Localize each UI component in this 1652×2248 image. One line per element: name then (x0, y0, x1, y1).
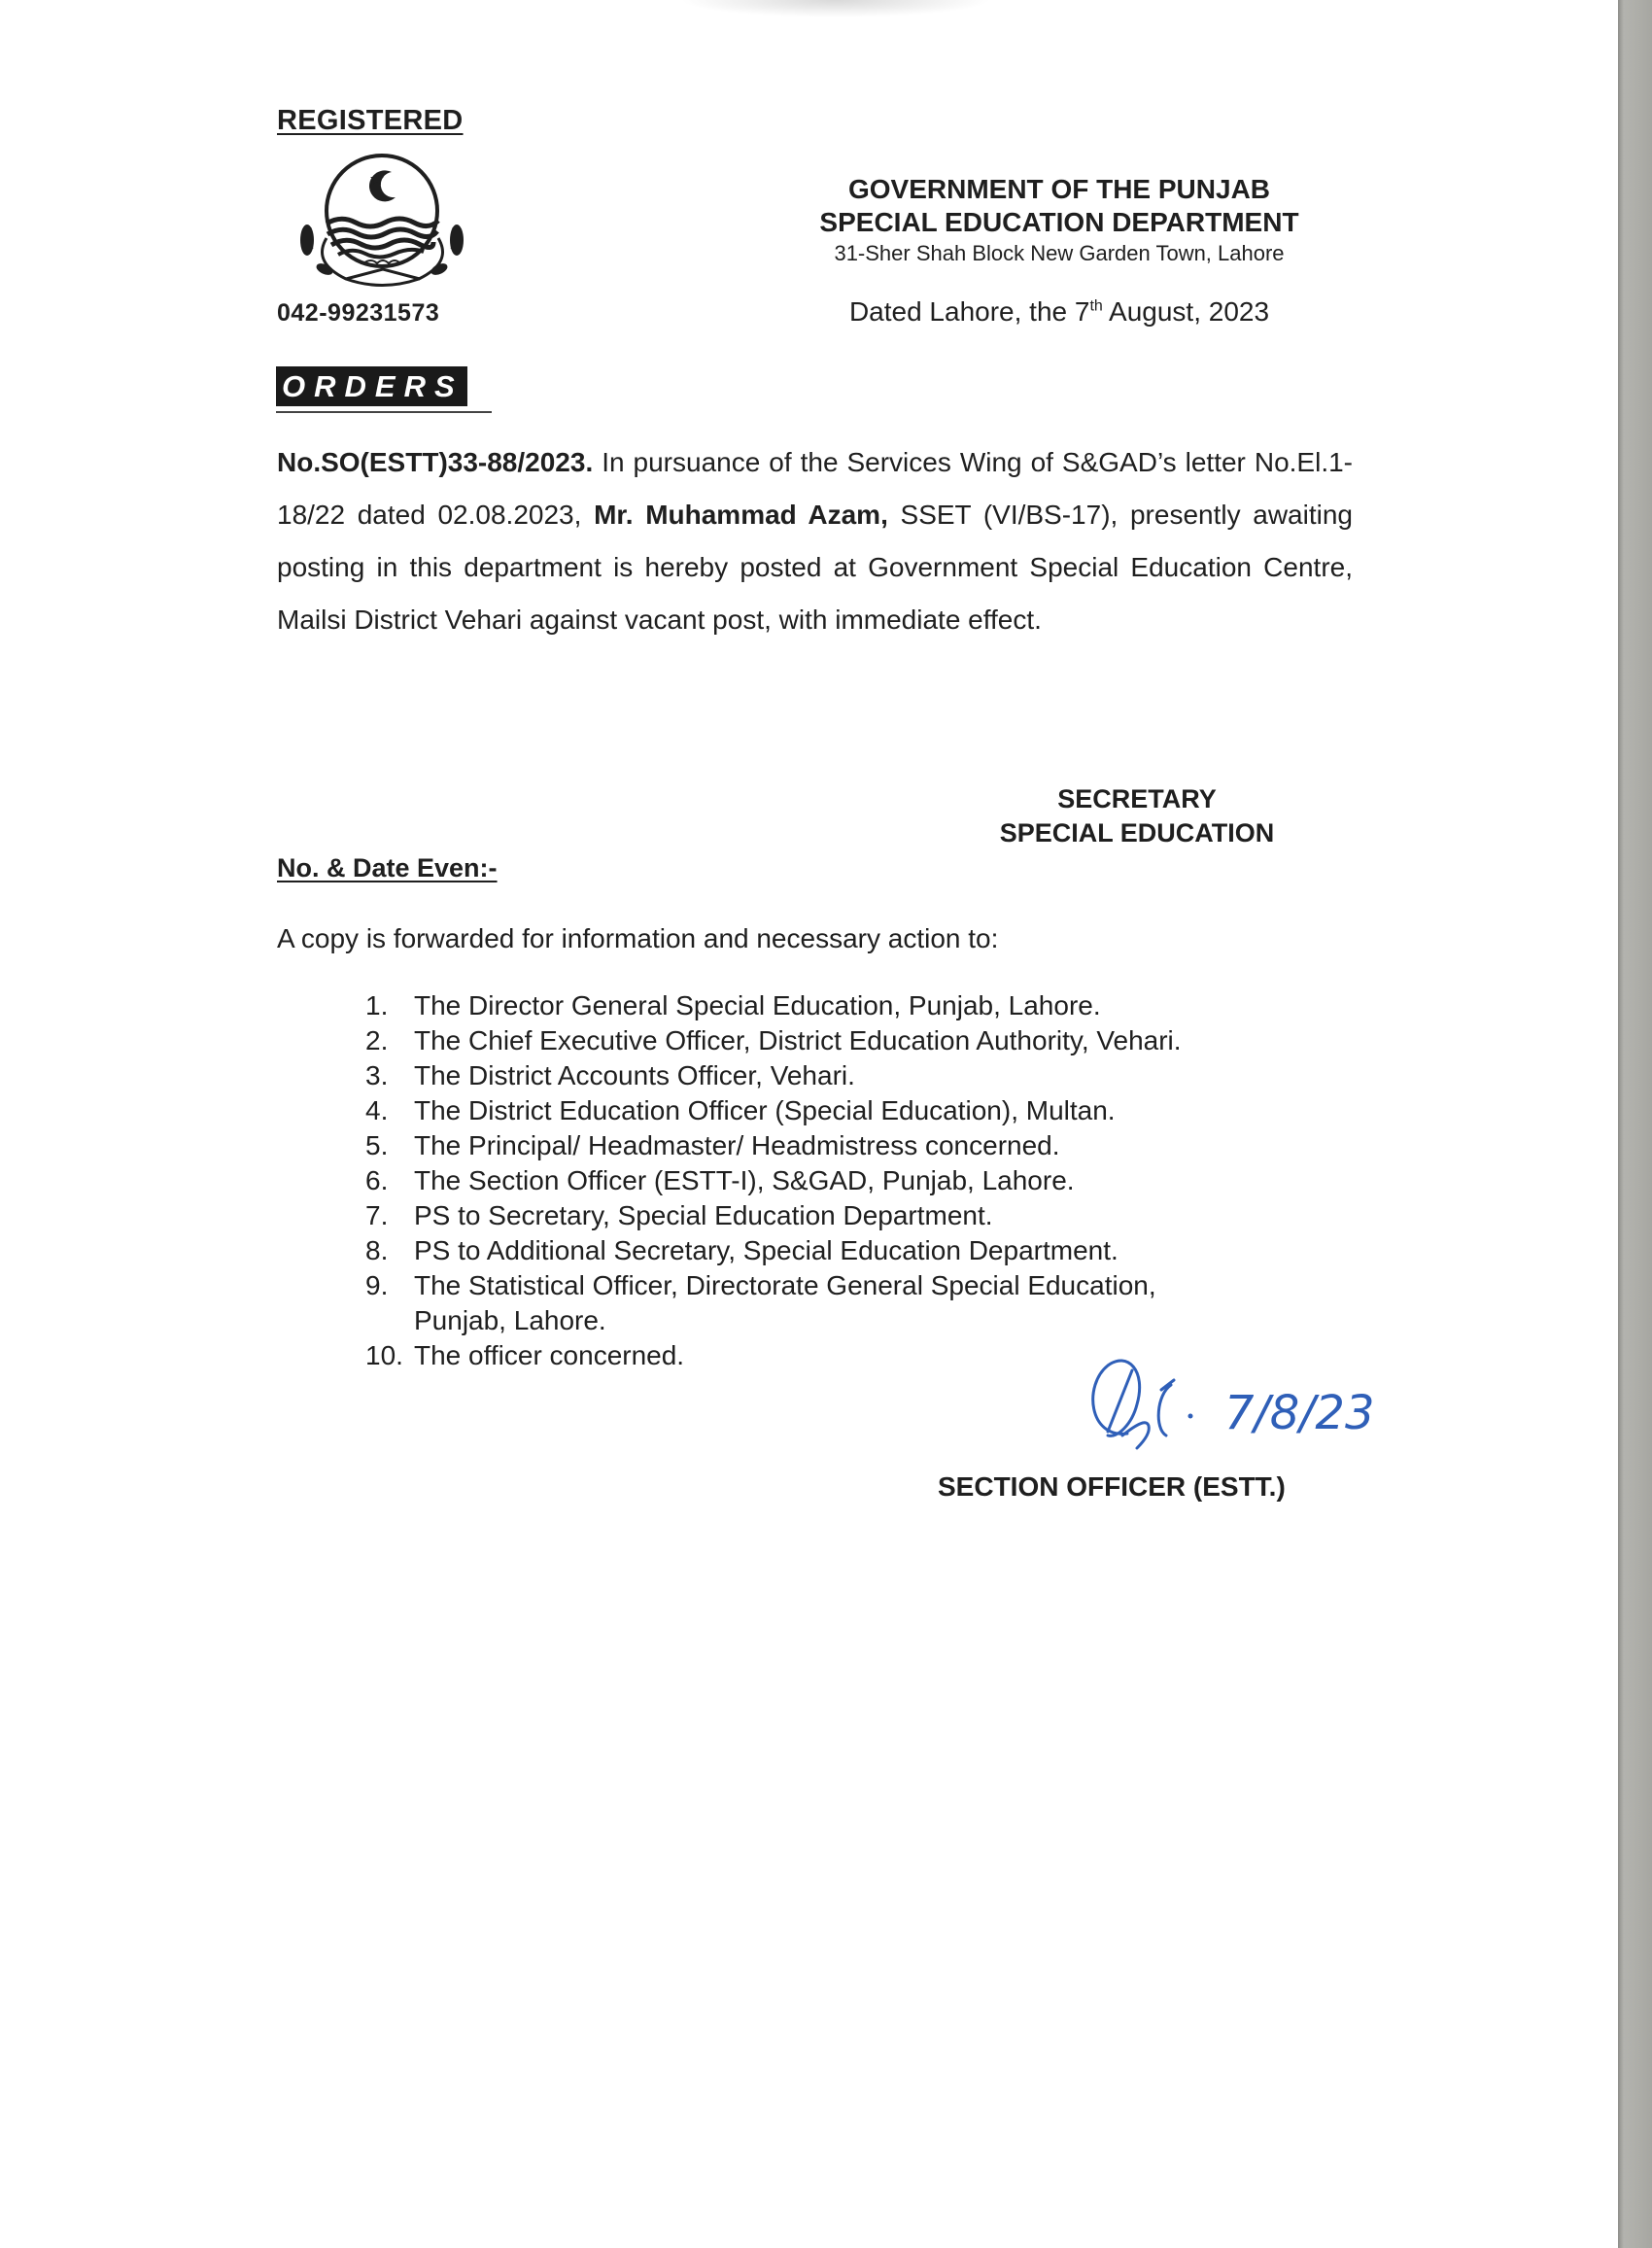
secretary-department: SPECIAL EDUCATION (999, 818, 1275, 847)
list-item-text: The Principal/ Headmaster/ Headmistress concerned. (414, 1130, 1060, 1160)
scan-smudge (680, 0, 991, 17)
list-item (365, 1023, 1337, 1058)
registered-label: REGISTERED (277, 105, 464, 136)
list-item-text: PS to Secretary, Special Education Department. (414, 1200, 993, 1230)
list-item-text: PS to Additional Secretary, Special Education Department. (414, 1235, 1119, 1265)
list-item (365, 1163, 1337, 1198)
orders-banner (276, 366, 492, 413)
list-item (365, 1198, 1337, 1233)
list-item-number: 6. (365, 1165, 389, 1195)
scanner-edge (1618, 0, 1652, 2248)
list-item-text: The Chief Executive Officer, District Education Authority, Vehari. (414, 1025, 1182, 1055)
letterhead (748, 173, 1370, 268)
list-item-number: 7. (365, 1200, 389, 1230)
distribution-list (365, 988, 1337, 1373)
copy-forwarded-line: A copy is forwarded for information and necessary action to: (277, 923, 999, 953)
list-item-number: 9. (365, 1270, 389, 1300)
dated-prefix: Dated Lahore, the 7 (848, 296, 1090, 327)
list-item (365, 1058, 1337, 1093)
list-item (365, 1268, 1337, 1338)
government-title: GOVERNMENT OF THE PUNJAB (847, 174, 1271, 204)
orders-underline (276, 411, 492, 413)
order-text-1: In pursuance of the Services Wing of S&GAD’s letter No.El.1-18/22 dated 02.08.2023, (277, 447, 1353, 530)
list-item-number: 5. (365, 1130, 389, 1160)
dated-line (758, 296, 1360, 328)
punjab-emblem-logo (288, 151, 477, 296)
list-item-text: The District Education Officer (Special Education), Multan. (414, 1095, 1116, 1125)
list-item-text: The Section Officer (ESTT-I), S&GAD, Punjab, Lahore. (414, 1165, 1075, 1195)
secretary-title: SECRETARY (1057, 784, 1217, 813)
dated-suffix: August, 2023 (1102, 296, 1270, 327)
list-item-text: The officer concerned. (414, 1340, 685, 1370)
list-item (365, 1233, 1337, 1268)
list-item-number: 2. (365, 1025, 389, 1055)
list-item-text: The District Accounts Officer, Vehari. (414, 1060, 855, 1090)
list-item (365, 1128, 1337, 1163)
order-paragraph (277, 436, 1353, 646)
dated-ordinal: th (1089, 297, 1103, 315)
list-item (365, 988, 1337, 1023)
order-text-2: SSET (VI/BS-17), presently awaiting posting in this department is hereby posted at Government Special Education Centre, Mailsi District Vehari against vacant post, with immediate effect. (277, 500, 1353, 635)
employee-name: Mr. Muhammad Azam, (594, 500, 888, 530)
order-number: No.SO(ESTT)33-88/2023. (277, 447, 594, 477)
section-officer-title: SECTION OFFICER (ESTT.) (938, 1471, 1286, 1502)
list-item-text: The Director General Special Education, Punjab, Lahore. (414, 990, 1101, 1020)
handwritten-signature (1069, 1346, 1419, 1453)
list-item (365, 1093, 1337, 1128)
list-item-number: 8. (365, 1235, 389, 1265)
secretary-signatory (933, 782, 1341, 850)
list-item-number: 4. (365, 1095, 389, 1125)
orders-heading: ORDERS (276, 366, 467, 406)
handwritten-date: 7/8/23 (1224, 1386, 1375, 1440)
list-item-number: 3. (365, 1060, 389, 1090)
phone-number: 042-99231573 (277, 299, 440, 327)
no-date-even: No. & Date Even:- (277, 853, 498, 882)
list-item-text: The Statistical Officer, Directorate General Special Education, Punjab, Lahore. (414, 1270, 1156, 1335)
department-title: SPECIAL EDUCATION DEPARTMENT (819, 207, 1299, 237)
list-item-number: 1. (365, 990, 389, 1020)
list-item-number: 10. (365, 1340, 403, 1370)
department-address: 31-Sher Shah Block New Garden Town, Lahore (834, 241, 1285, 265)
